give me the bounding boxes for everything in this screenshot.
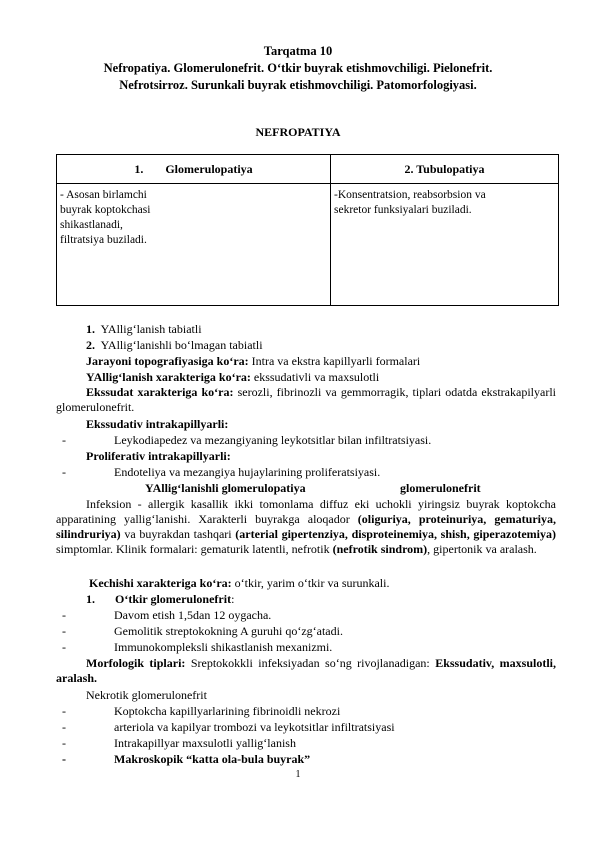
list-dash: - [62, 433, 66, 447]
inflammation-character-label: YAllig‘lanish xarakteriga ko‘ra: [86, 370, 251, 384]
morphological-types-bold: Ekssudativ, maxsulotli, aralash. [56, 656, 557, 685]
inflammation-character-line [86, 370, 556, 385]
nephropathy-table [56, 154, 559, 306]
list-text: YAllig‘lanish tabiatli [100, 322, 202, 336]
topography-label: Jarayoni topografiyasiga ko‘ra: [86, 354, 249, 368]
table-header-row [57, 155, 559, 184]
necrotic-gn-title: Nekrotik glomerulonefrit [86, 688, 207, 702]
handout-number: Tarqatma 10 [263, 44, 333, 58]
macroscopic-description: Makroskopik “katta ola-bula buyrak” [114, 752, 311, 766]
morphological-types-paragraph [56, 656, 556, 686]
acute-gn-label: O‘tkir glomerulonefrit [115, 592, 232, 606]
morphological-types-label: Morfologik tiplari: [86, 656, 186, 670]
exudative-intracapillary-text: Leykodiapedez va mezangiyaning leykotsitlar bilan infiltratsiyasi. [114, 433, 432, 447]
table-cell-line: -Konsentratsion, reabsorbsion va [334, 189, 486, 201]
subheading-glomerulonephritis: glomerulonefrit [400, 481, 481, 495]
list-dash: - [62, 752, 66, 766]
table-cell-line: shikastlanadi, [60, 219, 123, 231]
list-dash: - [62, 465, 66, 479]
acute-gn-colon: : [231, 592, 235, 606]
topography-text: Intra va ekstra kapillyarli formalari [248, 354, 421, 368]
table-cell-line: - Asosan birlamchi [60, 189, 147, 201]
proliferative-text: Endoteliya va mezangiya hujaylarining proliferatsiyasi. [114, 465, 381, 479]
paragraph-bold: (oliguriya, proteinuriya, gematuriya, silindruriya) [56, 512, 556, 541]
page-number: 1 [295, 769, 301, 780]
list-item [86, 338, 556, 353]
proliferative-label: Proliferativ intrakapillyarli: [86, 449, 231, 463]
acute-gn-heading [115, 592, 234, 607]
topography-line [86, 354, 556, 369]
document-title-line-1: Nefropatiya. Glomerulonefrit. O‘tkir buyrak etishmovchiligi. Pielonefrit. [103, 61, 493, 75]
list-number: 2. [86, 338, 95, 352]
table-cell-tubulopathy [331, 184, 559, 306]
list-dash: - [62, 608, 66, 622]
table-cell-line: buyrak koptokchasi [60, 204, 151, 216]
list-dash: - [62, 640, 66, 654]
document-title-line-2: Nefrotsirroz. Surunkali buyrak etishmovchiligi. Patomorfologiyasi. [119, 78, 477, 92]
table-header-label: Glomerulopatiya [165, 161, 253, 176]
course-label: Kechishi xarakteriga ko‘ra: [89, 576, 232, 590]
list-item: Gemolitik streptokokning A guruhi qo‘zg‘atadi. [114, 624, 343, 638]
table-header-number: 1. [134, 161, 144, 176]
list-number: 1. [86, 322, 95, 336]
paragraph-text: va buyrakdan tashqari [120, 527, 236, 541]
list-item: Davom etish 1,5dan 12 oygacha. [114, 608, 272, 622]
paragraph-bold: (nefrotik sindrom) [332, 542, 428, 556]
proliferative-heading [86, 449, 556, 464]
list-item: arteriola va kapilyar trombozi va leykotsitlar infiltratsiyasi [114, 720, 395, 734]
inflammation-character-text: ekssudativli va maxsulotli [250, 370, 380, 384]
exudative-intracapillary-label: Ekssudativ intrakapillyarli: [86, 417, 229, 431]
paragraph-text: , gipertonik va aralash. [427, 542, 537, 556]
paragraph-text: Infeksion - allergik kasallik ikki tomonlama diffuz eki uchokli yiringsiz buyrak koptokcha apparatining yallig‘lanishi. Xarakterli buyrakga aloqador [56, 497, 556, 526]
paragraph-bold: (arterial gipertenziya, disproteinemiya, shish, giperazotemiya) [235, 527, 556, 541]
list-item: Immunokompleksli shikastlanish mexanizmi. [114, 640, 333, 654]
list-item: Intrakapillyar maxsulotli yallig‘lanish [114, 736, 296, 750]
morphological-types-text: Sreptokokkli infeksiyadan so‘ng rivojlanadigan: [185, 656, 436, 670]
exudate-character-label: Ekssudat xarakteriga ko‘ra: [86, 385, 234, 399]
acute-gn-number: 1. [86, 592, 95, 606]
exudative-intracapillary-heading [86, 417, 556, 432]
list-dash: - [62, 736, 66, 750]
table-cell-line: sekretor funksiyalari buziladi. [334, 204, 472, 216]
table-header-tubulopathy: 2. Tubulopatiya [331, 155, 559, 184]
table-header-glomerulopathy [57, 155, 331, 184]
table-body-row [57, 184, 559, 306]
list-dash: - [62, 720, 66, 734]
subheading-inflammatory-glomerulopathy: YAllig‘lanishli glomerulopatiya [145, 481, 306, 495]
infectious-allergic-paragraph [56, 497, 556, 557]
list-item [86, 322, 556, 337]
paragraph-text: simptomlar. Klinik formalari: gematurik latentli, nefrotik [56, 542, 333, 556]
exudate-character-text: serozli, fibrinozli va gemmorragik, tiplari odatda ekstrakapilyarli glomerulonefrit. [56, 385, 556, 414]
course-text: o‘tkir, yarim o‘tkir va surunkali. [231, 576, 390, 590]
list-dash: - [62, 624, 66, 638]
list-dash: - [62, 704, 66, 718]
table-cell-line: filtratsiya buziladi. [60, 234, 147, 246]
course-line [89, 576, 556, 591]
list-text: YAllig‘lanishli bo‘lmagan tabiatli [100, 338, 263, 352]
section-title: NEFROPATIYA [255, 125, 341, 139]
table-cell-glomerulopathy [57, 184, 331, 306]
exudate-character-paragraph [56, 385, 556, 415]
list-item: Koptokcha kapillyarlarining fibrinoidli nekrozi [114, 704, 341, 718]
